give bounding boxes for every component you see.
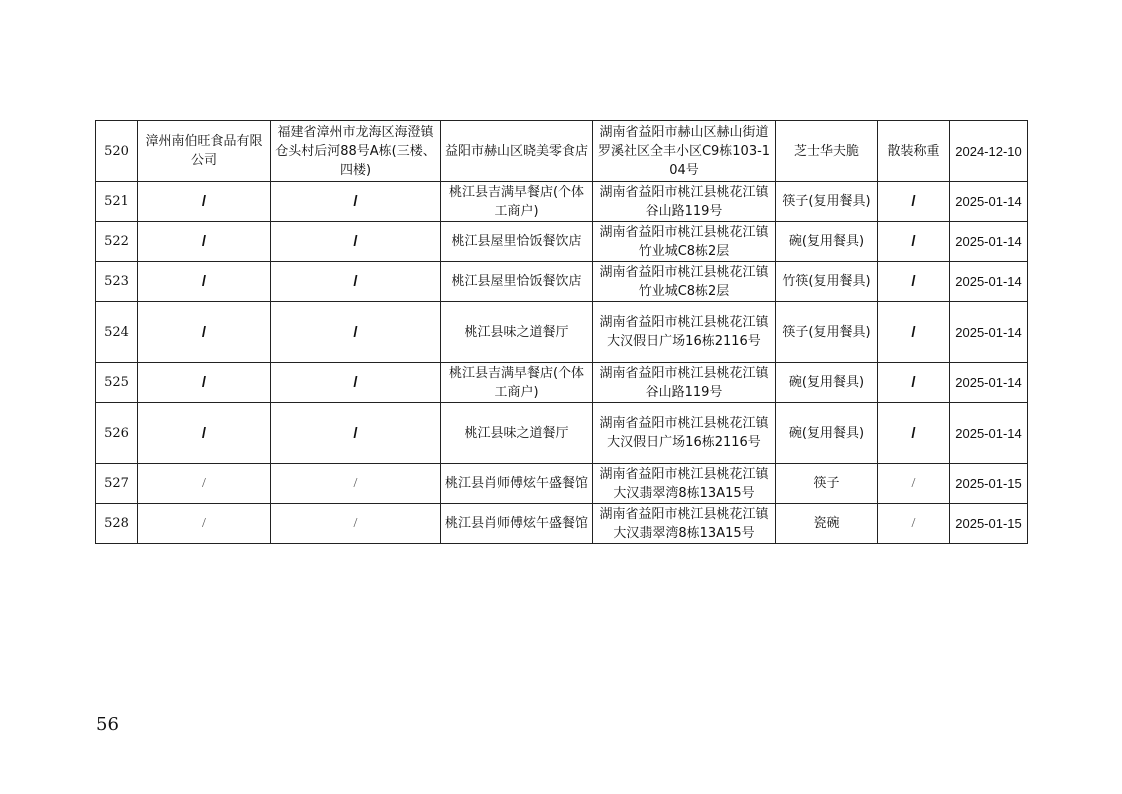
row-number-cell: 522 [96,222,138,262]
sampled-unit-cell: 益阳市赫山区晓美零食店 [441,121,593,182]
table-row [96,403,1028,464]
producer-cell: / [138,302,271,363]
producer-cell: / [138,222,271,262]
producer-address-cell: / [271,262,441,302]
producer-cell: / [138,182,271,222]
producer-cell: / [138,363,271,403]
product-cell: 碗(复用餐具) [776,222,878,262]
sampled-address-cell: 湖南省益阳市桃江县桃花江镇谷山路119号 [593,363,776,403]
sampled-unit-cell: 桃江县肖师傅炫午盛餐馆 [441,504,593,544]
table-row [96,222,1028,262]
row-number-cell: 526 [96,403,138,464]
producer-address-cell: / [271,403,441,464]
spec-cell: / [878,262,950,302]
producer-address-cell: / [271,363,441,403]
product-cell: 碗(复用餐具) [776,363,878,403]
date-cell: 2025-01-14 [950,302,1028,363]
sampled-unit-cell: 桃江县吉满早餐店(个体工商户) [441,363,593,403]
producer-address-cell: / [271,302,441,363]
sampled-unit-cell: 桃江县味之道餐厅 [441,403,593,464]
table-row [96,262,1028,302]
sampled-address-cell: 湖南省益阳市桃江县桃花江镇竹业城C8栋2层 [593,262,776,302]
spec-cell: / [878,182,950,222]
date-cell: 2025-01-15 [950,504,1028,544]
row-number-cell: 520 [96,121,138,182]
table-row [96,182,1028,222]
table-row [96,504,1028,544]
table-row [96,302,1028,363]
page-number: 56 [96,714,119,735]
row-number-cell: 527 [96,464,138,504]
product-cell: 竹筷(复用餐具) [776,262,878,302]
date-cell: 2025-01-14 [950,363,1028,403]
sampling-results-table [95,120,1028,544]
row-number-cell: 528 [96,504,138,544]
row-number-cell: 525 [96,363,138,403]
table-row [96,121,1028,182]
producer-address-cell: 福建省漳州市龙海区海澄镇仓头村后河88号A栋(三楼、四楼) [271,121,441,182]
product-cell: 瓷碗 [776,504,878,544]
row-number-cell: 524 [96,302,138,363]
producer-cell: / [138,262,271,302]
producer-address-cell: / [271,182,441,222]
sampled-address-cell: 湖南省益阳市桃江县桃花江镇大汉假日广场16栋2116号 [593,302,776,363]
sampled-address-cell: 湖南省益阳市赫山区赫山街道罗溪社区全丰小区C9栋103-104号 [593,121,776,182]
date-cell: 2025-01-15 [950,464,1028,504]
producer-address-cell: / [271,222,441,262]
spec-cell: / [878,403,950,464]
sampled-address-cell: 湖南省益阳市桃江县桃花江镇大汉翡翠湾8栋13A15号 [593,464,776,504]
table-row [96,363,1028,403]
product-cell: 碗(复用餐具) [776,403,878,464]
producer-address-cell: / [271,464,441,504]
producer-cell: / [138,504,271,544]
product-cell: 筷子(复用餐具) [776,182,878,222]
row-number-cell: 521 [96,182,138,222]
sampled-unit-cell: 桃江县吉满早餐店(个体工商户) [441,182,593,222]
date-cell: 2025-01-14 [950,403,1028,464]
document-sheet [95,120,1027,544]
sampled-address-cell: 湖南省益阳市桃江县桃花江镇大汉假日广场16栋2116号 [593,403,776,464]
producer-address-cell: / [271,504,441,544]
row-number-cell: 523 [96,262,138,302]
product-cell: 筷子 [776,464,878,504]
producer-cell: / [138,403,271,464]
sampled-unit-cell: 桃江县屋里恰饭餐饮店 [441,222,593,262]
product-cell: 芝士华夫脆 [776,121,878,182]
producer-cell: 漳州南伯旺食品有限公司 [138,121,271,182]
spec-cell: / [878,302,950,363]
sampled-address-cell: 湖南省益阳市桃江县桃花江镇大汉翡翠湾8栋13A15号 [593,504,776,544]
sampled-unit-cell: 桃江县味之道餐厅 [441,302,593,363]
producer-cell: / [138,464,271,504]
sampled-address-cell: 湖南省益阳市桃江县桃花江镇竹业城C8栋2层 [593,222,776,262]
sampled-address-cell: 湖南省益阳市桃江县桃花江镇谷山路119号 [593,182,776,222]
spec-cell: / [878,222,950,262]
spec-cell: 散装称重 [878,121,950,182]
spec-cell: / [878,504,950,544]
spec-cell: / [878,363,950,403]
sampled-unit-cell: 桃江县屋里恰饭餐饮店 [441,262,593,302]
spec-cell: / [878,464,950,504]
date-cell: 2025-01-14 [950,262,1028,302]
date-cell: 2025-01-14 [950,222,1028,262]
product-cell: 筷子(复用餐具) [776,302,878,363]
table-row [96,464,1028,504]
sampled-unit-cell: 桃江县肖师傅炫午盛餐馆 [441,464,593,504]
date-cell: 2025-01-14 [950,182,1028,222]
date-cell: 2024-12-10 [950,121,1028,182]
